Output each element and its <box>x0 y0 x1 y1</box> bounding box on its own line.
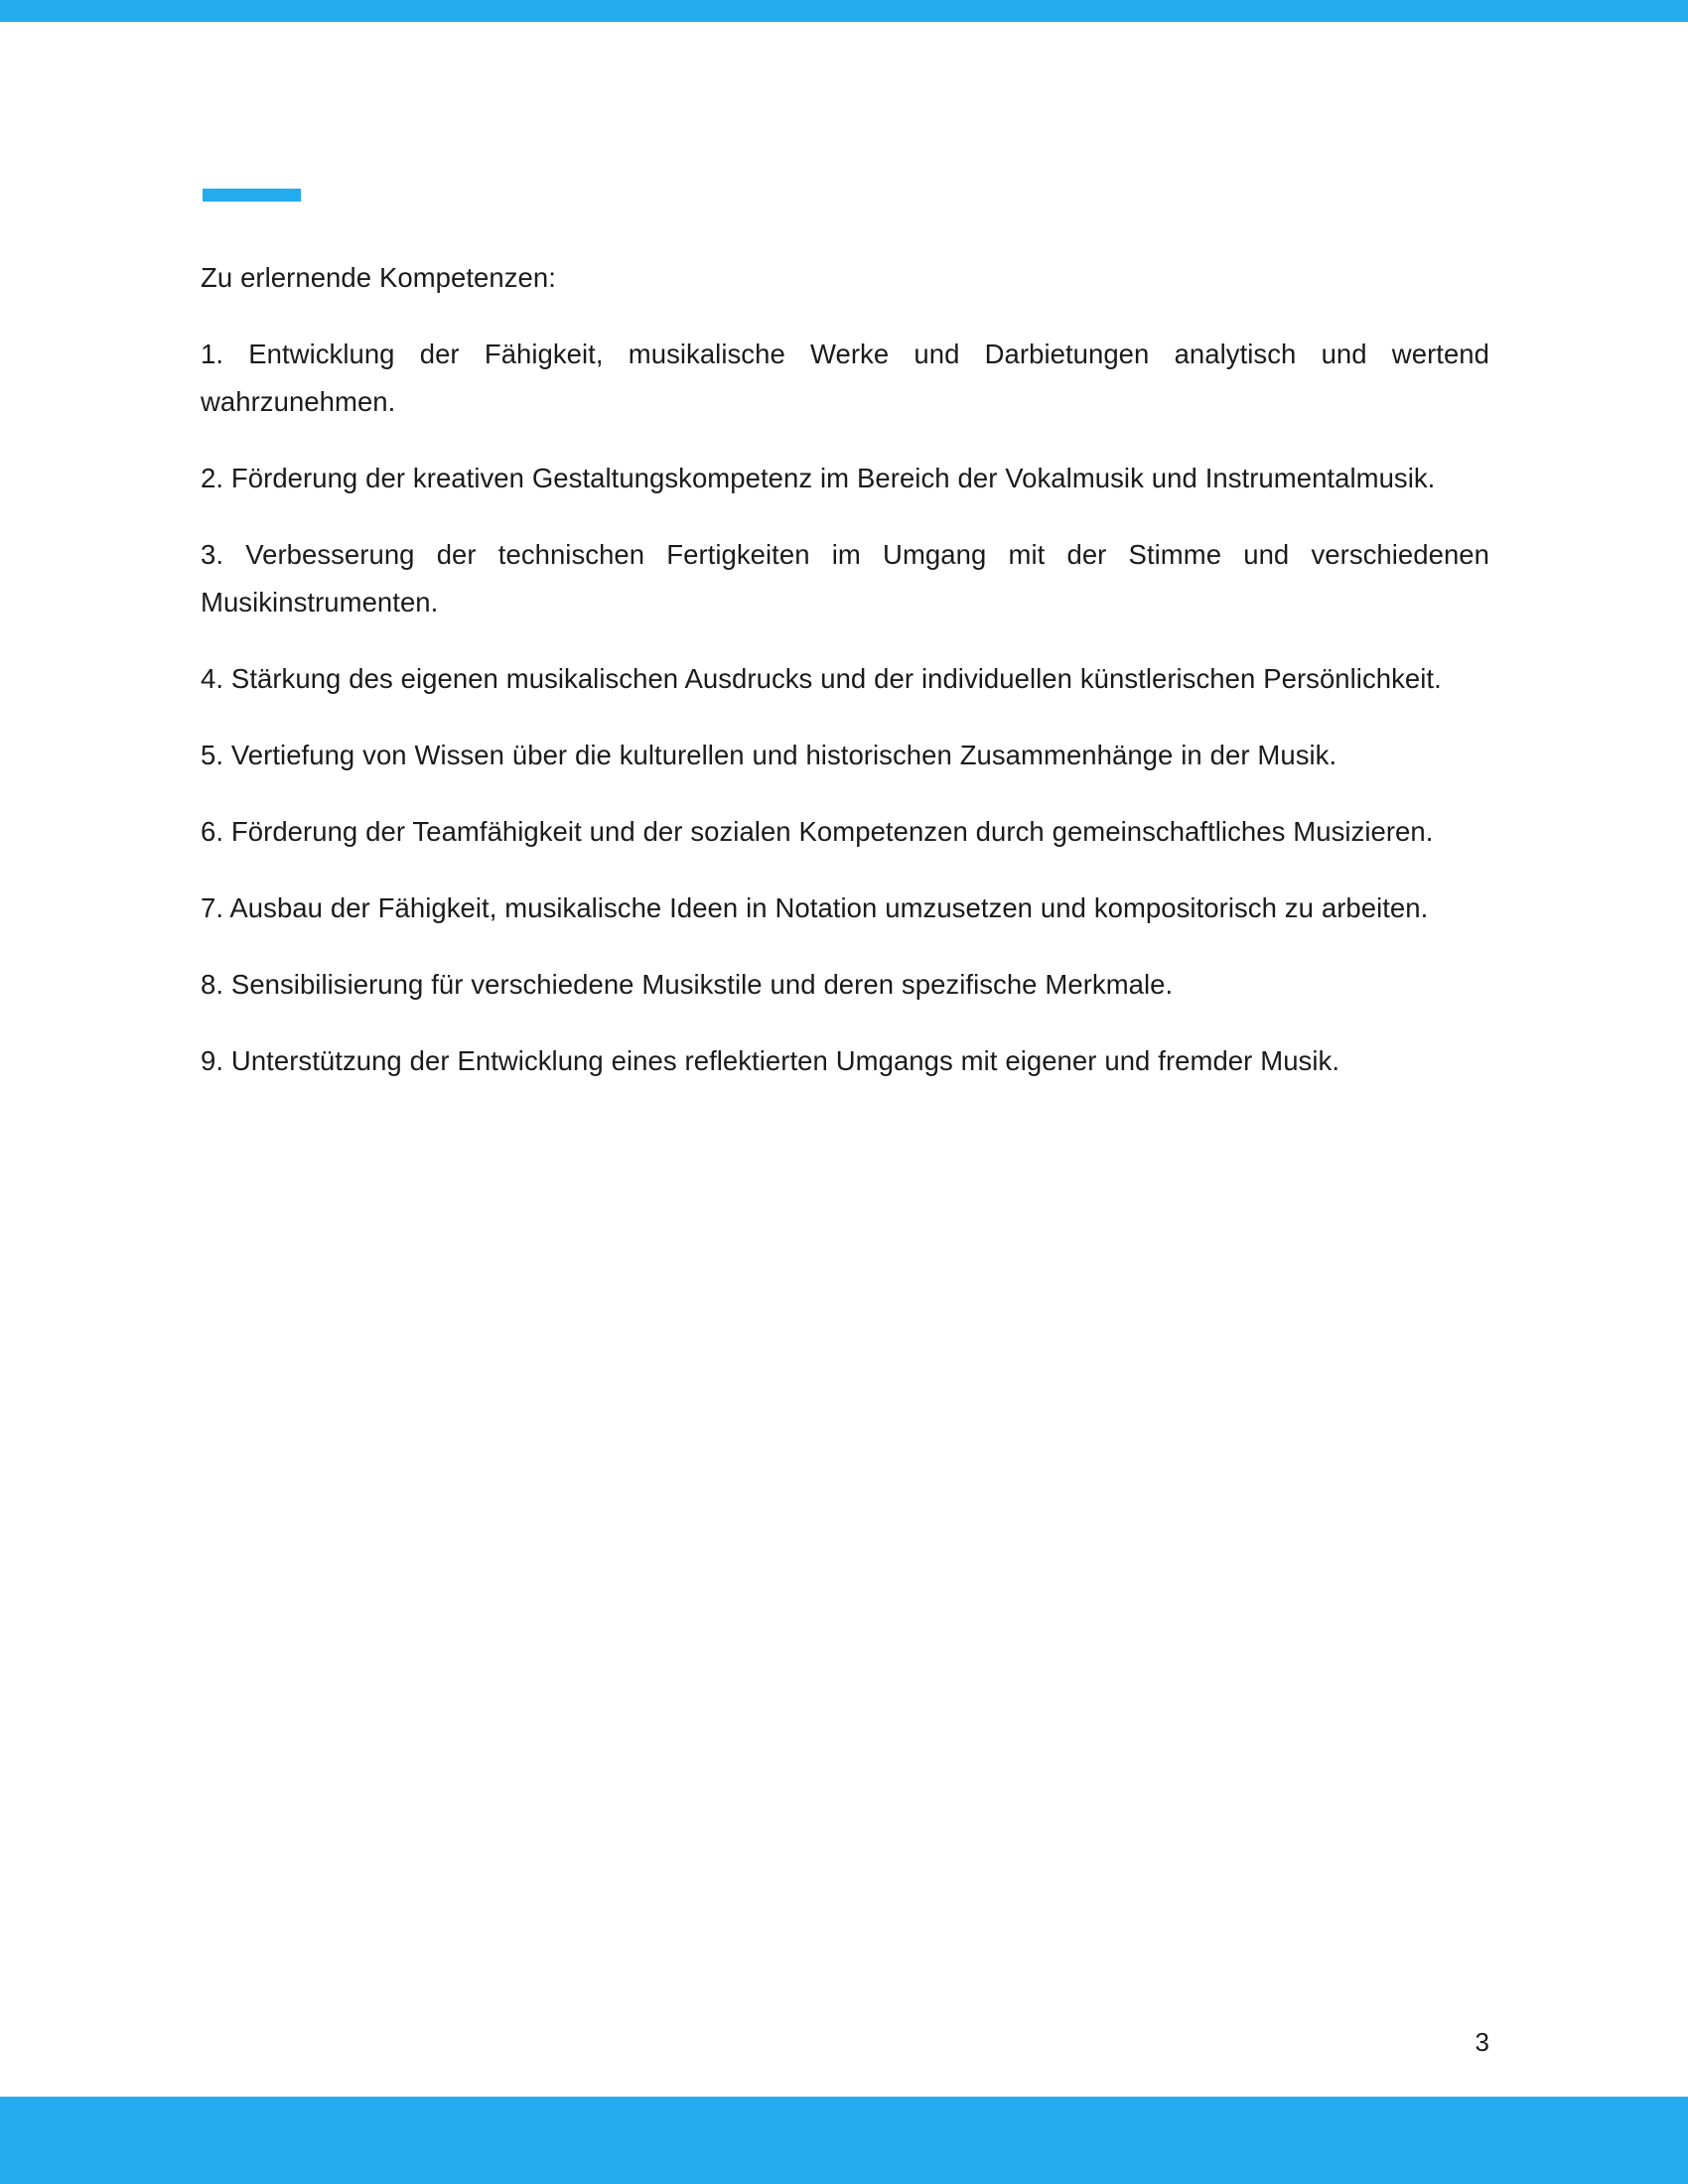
competency-item-3: 3. Verbesserung der technischen Fertigkeiten im Umgang mit der Stimme und verschiedenen Musikinstrumenten. <box>201 539 1489 617</box>
competency-item-2: 2. Förderung der kreativen Gestaltungskompetenz im Bereich der Vokalmusik und Instrumentalmusik. <box>201 463 1436 493</box>
competency-item-7: 7. Ausbau der Fähigkeit, musikalische Ideen in Notation umzusetzen und kompositorisch zu arbeiten. <box>201 892 1429 923</box>
page-number: 3 <box>1475 2027 1489 2057</box>
competency-item-4: 4. Stärkung des eigenen musikalischen Ausdrucks und der individuellen künstlerischen Persönlichkeit. <box>201 663 1442 694</box>
competency-item-8: 8. Sensibilisierung für verschiedene Musikstile und deren spezifische Merkmale. <box>201 969 1174 1000</box>
bottom-accent-bar <box>0 2097 1688 2184</box>
competency-item-6: 6. Förderung der Teamfähigkeit und der sozialen Kompetenzen durch gemeinschaftliches Musizieren. <box>201 816 1434 847</box>
intro-heading: Zu erlernende Kompetenzen: <box>201 262 556 293</box>
document-body <box>201 254 1489 1085</box>
top-accent-bar <box>0 0 1688 22</box>
section-accent-rule <box>203 189 301 202</box>
competency-item-9: 9. Unterstützung der Entwicklung eines reflektierten Umgangs mit eigener und fremder Musik. <box>201 1045 1340 1076</box>
competency-item-5: 5. Vertiefung von Wissen über die kulturellen und historischen Zusammenhänge in der Musik. <box>201 740 1337 770</box>
competency-item-1: 1. Entwicklung der Fähigkeit, musikalische Werke und Darbietungen analytisch und wertend wahrzunehmen. <box>201 339 1489 417</box>
